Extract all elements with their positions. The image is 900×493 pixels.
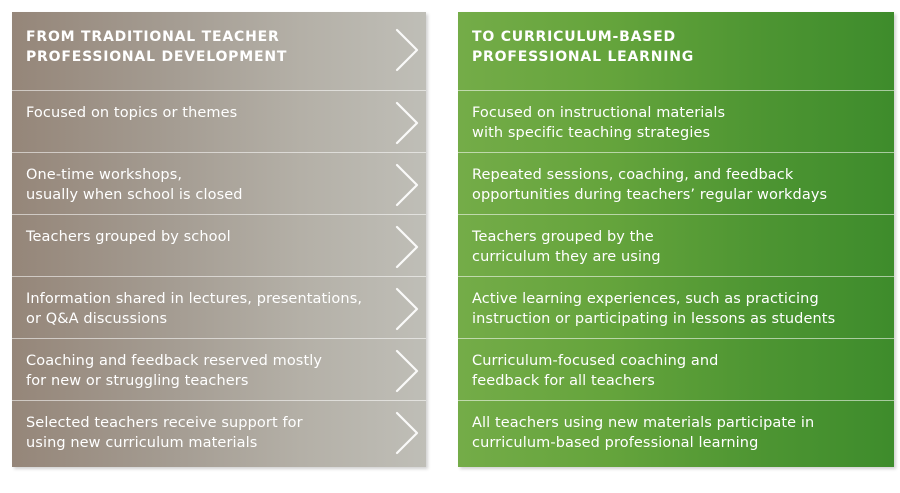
chevron-right-icon xyxy=(394,28,420,72)
chevron-right-icon xyxy=(394,225,420,269)
right-header-row xyxy=(458,12,894,91)
chevron-right-icon xyxy=(394,101,420,145)
left-item: Coaching and feedback reserved mostly for new or struggling teachers xyxy=(26,353,323,389)
left-row xyxy=(12,401,426,467)
traditional-pd-panel xyxy=(12,12,426,467)
right-item: Focused on instructional materials with specific teaching strategies xyxy=(472,105,726,141)
chevron-right-icon xyxy=(394,163,420,207)
right-item: Active learning experiences, such as practicing instruction or participating in lessons as students xyxy=(472,291,836,327)
left-item: Selected teachers receive support for using new curriculum materials xyxy=(26,415,303,451)
left-row xyxy=(12,91,426,153)
right-row xyxy=(458,215,894,277)
left-item: Teachers grouped by school xyxy=(26,229,231,245)
left-row xyxy=(12,215,426,277)
right-item: Curriculum-focused coaching and feedback for all teachers xyxy=(472,353,719,389)
right-row xyxy=(458,277,894,339)
right-row xyxy=(458,153,894,215)
left-item: Information shared in lectures, presentations, or Q&A discussions xyxy=(26,291,363,327)
chevron-right-icon xyxy=(394,411,420,455)
right-item: Repeated sessions, coaching, and feedback opportunities during teachers’ regular workdays xyxy=(472,167,828,203)
chevron-right-icon xyxy=(394,287,420,331)
left-header-row xyxy=(12,12,426,91)
left-item: Focused on topics or themes xyxy=(26,105,238,121)
right-row xyxy=(458,91,894,153)
chevron-right-icon xyxy=(394,349,420,393)
left-row xyxy=(12,339,426,401)
right-row xyxy=(458,339,894,401)
left-item: One-time workshops, usually when school is closed xyxy=(26,167,243,203)
curriculum-based-pl-panel xyxy=(458,12,894,467)
right-item: Teachers grouped by the curriculum they are using xyxy=(472,229,661,265)
left-row xyxy=(12,277,426,339)
left-row xyxy=(12,153,426,215)
right-row xyxy=(458,401,894,467)
right-item: All teachers using new materials participate in curriculum-based professional learning xyxy=(472,415,815,451)
right-header: TO CURRICULUM-BASED PROFESSIONAL LEARNING xyxy=(472,29,695,65)
left-header: FROM TRADITIONAL TEACHER PROFESSIONAL DEVELOPMENT xyxy=(26,29,288,65)
